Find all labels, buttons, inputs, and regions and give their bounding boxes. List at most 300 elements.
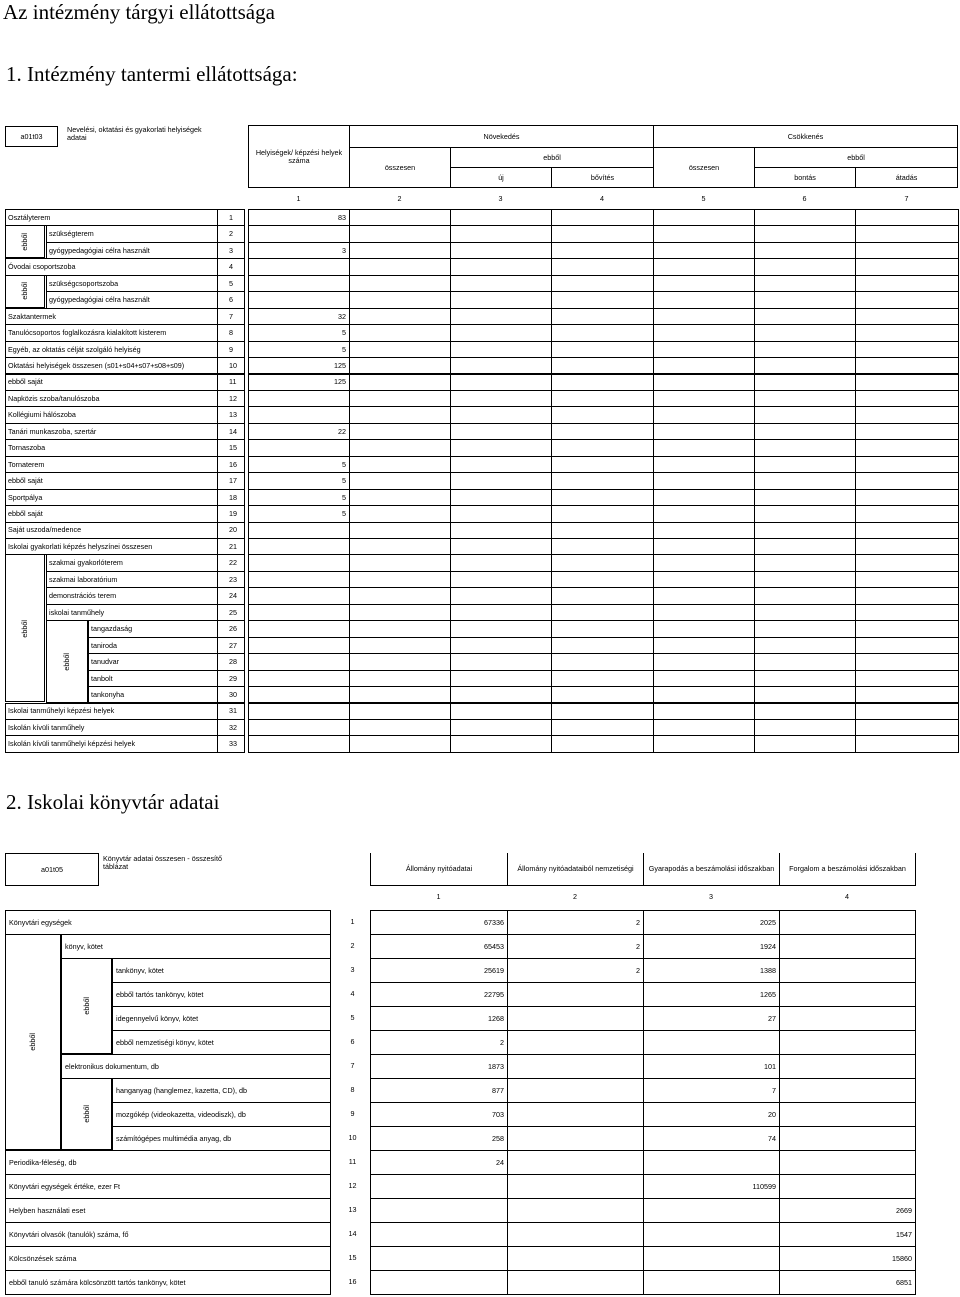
ebbol-text: ebből (20, 619, 30, 638)
data-cell (779, 1030, 916, 1055)
section2-form-title: Könyvtár adatai összesen - összesítő táblázat (103, 854, 223, 871)
data-cell (349, 275, 451, 292)
data-cell (349, 357, 451, 374)
data-cell (349, 604, 451, 621)
row-number: 32 (217, 719, 245, 736)
ebbol-text: ebből (20, 233, 30, 251)
data-cell (507, 1006, 644, 1031)
data-cell (349, 209, 451, 226)
data-cell (653, 242, 755, 259)
data-cell (349, 637, 451, 654)
data-cell (349, 620, 451, 637)
data-cell (551, 291, 654, 308)
data-cell (653, 571, 755, 588)
data-cell (450, 291, 552, 308)
data-cell (551, 341, 654, 358)
data-cell (653, 505, 755, 522)
data-cell (248, 735, 350, 752)
data-cell (754, 637, 856, 654)
row-label: Osztályterem (5, 209, 218, 226)
row-number: 20 (217, 522, 245, 539)
row-number: 6 (350, 1037, 355, 1047)
row-number: 16 (348, 1277, 357, 1287)
col-header-main: Helyiségek/ képzési helyek száma (248, 125, 350, 188)
row-number: 15 (217, 439, 245, 456)
increase-ebbol-header: ebből (450, 147, 654, 168)
data-cell: 22 (248, 423, 350, 440)
row-number: 12 (217, 390, 245, 407)
row-label: szakmai gyakorlóterem (46, 554, 218, 571)
row-number: 5 (217, 275, 245, 292)
section1-code: a01t03 (5, 126, 58, 147)
data-cell (248, 258, 350, 275)
ebbol-text: ebből (28, 1033, 38, 1051)
row-label: Könyvtári olvasók (tanulók) száma, fő (5, 1222, 331, 1247)
data-cell (779, 1126, 916, 1151)
column-number: 6 (802, 194, 807, 203)
data-cell (450, 522, 552, 539)
data-cell (653, 538, 755, 555)
data-cell (754, 505, 856, 522)
row-label: Sportpálya (5, 489, 218, 506)
decrease-ebbol-header: ebből (754, 147, 958, 168)
data-cell: 27 (643, 1006, 780, 1031)
row-label: Szaktantermek (5, 308, 218, 325)
data-cell (507, 1030, 644, 1055)
data-cell (551, 670, 654, 687)
data-cell (349, 406, 451, 423)
data-cell: 32 (248, 308, 350, 325)
data-cell: 2 (507, 958, 644, 983)
data-cell (754, 604, 856, 621)
data-cell (248, 637, 350, 654)
data-cell (653, 374, 755, 391)
data-cell (855, 225, 959, 242)
column-number: 3 (498, 194, 503, 203)
data-cell (855, 703, 959, 720)
data-cell (248, 554, 350, 571)
row-label: tankönyv, kötet (112, 958, 331, 983)
data-cell (653, 719, 755, 736)
data-cell (507, 982, 644, 1007)
data-cell: 83 (248, 209, 350, 226)
data-cell (653, 423, 755, 440)
data-cell (653, 686, 755, 703)
column-header: Gyarapodás a beszámolási időszakban (643, 853, 780, 886)
data-cell (754, 719, 856, 736)
data-cell (643, 1222, 780, 1247)
data-cell: 6851 (779, 1270, 916, 1295)
data-cell (779, 1054, 916, 1079)
data-cell (551, 686, 654, 703)
data-cell: 67336 (370, 910, 508, 935)
data-cell (349, 439, 451, 456)
data-cell (248, 686, 350, 703)
ebbol-group-label (5, 275, 45, 308)
row-label: szakmai laboratórium (46, 571, 218, 588)
data-cell (855, 390, 959, 407)
section1-form-title: Nevelési, oktatási és gyakorlati helyiségek adatai (67, 125, 202, 142)
data-cell (507, 1198, 644, 1223)
data-cell (349, 225, 451, 242)
row-label: gyógypedagógiai célra használt (46, 291, 218, 308)
row-number: 2 (217, 225, 245, 242)
data-cell: 1388 (643, 958, 780, 983)
row-label: Tornaszoba (5, 439, 218, 456)
row-label: szükségcsoportszoba (46, 275, 218, 292)
row-label: Tornaterem (5, 456, 218, 473)
data-cell (450, 472, 552, 489)
data-cell (551, 735, 654, 752)
data-cell (507, 1102, 644, 1127)
data-cell (551, 242, 654, 259)
data-cell (855, 686, 959, 703)
row-number: 24 (217, 587, 245, 604)
row-number: 14 (217, 423, 245, 440)
row-number: 3 (350, 965, 355, 975)
data-cell (754, 275, 856, 292)
data-cell: 3 (248, 242, 350, 259)
data-cell (551, 538, 654, 555)
data-cell (349, 522, 451, 539)
data-cell (551, 637, 654, 654)
data-cell (349, 587, 451, 604)
row-number: 2 (350, 941, 355, 951)
row-label: mozgókép (videokazetta, videodiszk), db (112, 1102, 331, 1127)
data-cell (779, 1102, 916, 1127)
data-cell (855, 374, 959, 391)
data-cell (779, 1006, 916, 1031)
row-label: Oktatási helyiségek összesen (s01+s04+s07+s08+s09) (5, 357, 218, 374)
data-cell (855, 670, 959, 687)
data-cell (450, 670, 552, 687)
data-cell (248, 719, 350, 736)
data-cell (349, 653, 451, 670)
data-cell (450, 571, 552, 588)
data-cell (653, 357, 755, 374)
data-cell (450, 620, 552, 637)
data-cell (855, 406, 959, 423)
data-cell (779, 934, 916, 959)
data-cell (754, 357, 856, 374)
data-cell (754, 686, 856, 703)
data-cell (450, 374, 552, 391)
data-cell (551, 225, 654, 242)
data-cell (855, 653, 959, 670)
data-cell: 65453 (370, 934, 508, 959)
data-cell (370, 1222, 508, 1247)
data-cell (450, 703, 552, 720)
row-number: 26 (217, 620, 245, 637)
data-cell: 5 (248, 472, 350, 489)
data-cell (653, 735, 755, 752)
data-cell (855, 472, 959, 489)
data-cell (248, 670, 350, 687)
data-cell (754, 670, 856, 687)
column-number: 2 (573, 892, 577, 901)
data-cell (507, 1126, 644, 1151)
data-cell (653, 703, 755, 720)
row-number: 25 (217, 604, 245, 621)
row-label: ebből tartós tankönyv, kötet (112, 982, 331, 1007)
data-cell (551, 554, 654, 571)
data-cell: 5 (248, 489, 350, 506)
ebbol-text: ebből (62, 652, 72, 671)
row-label: ebből saját (5, 472, 218, 489)
column-header: Forgalom a beszámolási időszakban (779, 853, 916, 886)
data-cell (349, 571, 451, 588)
section2-heading: 2. Iskolai könyvtár adatai (6, 790, 220, 814)
data-cell (248, 406, 350, 423)
data-cell (248, 275, 350, 292)
data-cell (450, 456, 552, 473)
data-cell: 24 (370, 1150, 508, 1175)
data-cell (450, 439, 552, 456)
data-cell (450, 637, 552, 654)
row-label: Periodika-féleség, db (5, 1150, 331, 1175)
data-cell (349, 489, 451, 506)
data-cell (754, 209, 856, 226)
data-cell (349, 538, 451, 555)
data-cell (349, 324, 451, 341)
ebbol-text: ebből (81, 1105, 91, 1123)
data-cell (779, 1174, 916, 1199)
data-cell (653, 554, 755, 571)
data-cell (754, 291, 856, 308)
row-number: 30 (217, 686, 245, 703)
row-number: 12 (348, 1181, 357, 1191)
row-label: Kölcsönzések száma (5, 1246, 331, 1271)
data-cell (507, 1078, 644, 1103)
row-label: ebből saját (5, 374, 218, 391)
data-cell (450, 604, 552, 621)
data-cell: 877 (370, 1078, 508, 1103)
data-cell (551, 456, 654, 473)
row-label: idegennyelvű könyv, kötet (112, 1006, 331, 1031)
data-cell (551, 439, 654, 456)
data-cell (643, 1198, 780, 1223)
data-cell (754, 456, 856, 473)
data-cell (653, 522, 755, 539)
data-cell (855, 637, 959, 654)
handover-header: átadás (855, 167, 958, 188)
data-cell (248, 225, 350, 242)
row-number: 6 (217, 291, 245, 308)
data-cell: 2 (507, 910, 644, 935)
data-cell (551, 587, 654, 604)
row-number: 31 (217, 703, 245, 720)
data-cell: 20 (643, 1102, 780, 1127)
data-cell (754, 406, 856, 423)
data-cell (551, 489, 654, 506)
row-label: Iskolai gyakorlati képzés helyszínei összesen (5, 538, 218, 555)
data-cell (450, 209, 552, 226)
data-cell (855, 489, 959, 506)
data-cell (855, 439, 959, 456)
data-cell (551, 719, 654, 736)
ebbol-group-label (46, 620, 88, 702)
data-cell (855, 538, 959, 555)
data-cell (450, 423, 552, 440)
data-cell (450, 686, 552, 703)
data-cell: 7 (643, 1078, 780, 1103)
data-cell (653, 604, 755, 621)
data-cell (855, 620, 959, 637)
data-cell: 125 (248, 357, 350, 374)
row-label: könyv, kötet (61, 934, 331, 959)
data-cell (450, 538, 552, 555)
data-cell: 22795 (370, 982, 508, 1007)
data-cell (855, 571, 959, 588)
column-header: Állomány nyitóadatai (370, 853, 508, 886)
data-cell (653, 225, 755, 242)
row-label: ebből nemzetiségi könyv, kötet (112, 1030, 331, 1055)
demolition-header: bontás (754, 167, 856, 188)
data-cell (551, 258, 654, 275)
data-cell: 101 (643, 1054, 780, 1079)
data-cell: 5 (248, 505, 350, 522)
data-cell (754, 735, 856, 752)
data-cell (349, 258, 451, 275)
data-cell (653, 390, 755, 407)
row-label: ebből tanuló számára kölcsönzött tartós tankönyv, kötet (5, 1270, 331, 1295)
data-cell (855, 505, 959, 522)
row-label: elektronikus dokumentum, db (61, 1054, 331, 1079)
data-cell: 1924 (643, 934, 780, 959)
row-label: Könyvtári egységek (5, 910, 331, 935)
data-cell: 2 (507, 934, 644, 959)
row-number: 22 (217, 554, 245, 571)
row-label: Kollégiumi hálószoba (5, 406, 218, 423)
data-cell (653, 670, 755, 687)
data-cell (450, 324, 552, 341)
data-cell (349, 291, 451, 308)
data-cell (551, 275, 654, 292)
row-number: 8 (350, 1085, 355, 1095)
data-cell: 1547 (779, 1222, 916, 1247)
row-label: Helyben használati eset (5, 1198, 331, 1223)
data-cell (754, 653, 856, 670)
data-cell (754, 522, 856, 539)
data-cell (349, 390, 451, 407)
data-cell (855, 456, 959, 473)
page-title: Az intézmény tárgyi ellátottsága (3, 0, 275, 24)
row-number: 15 (348, 1253, 357, 1263)
row-label: tangazdaság (88, 620, 218, 637)
data-cell (551, 522, 654, 539)
row-number: 1 (350, 917, 355, 927)
data-cell (653, 439, 755, 456)
row-label: Iskolán kívüli tanműhelyi képzési helyek (5, 735, 218, 752)
row-number: 3 (217, 242, 245, 259)
data-cell (855, 357, 959, 374)
column-number: 3 (709, 892, 713, 901)
data-cell (248, 390, 350, 407)
column-number: 7 (904, 194, 909, 203)
data-cell (855, 604, 959, 621)
data-cell (653, 653, 755, 670)
data-cell (754, 489, 856, 506)
data-cell (855, 275, 959, 292)
row-number: 8 (217, 324, 245, 341)
row-label: szükségterem (46, 225, 218, 242)
data-cell (653, 275, 755, 292)
data-cell (349, 719, 451, 736)
data-cell (248, 439, 350, 456)
row-label: Iskolai tanműhelyi képzési helyek (5, 703, 218, 720)
data-cell (349, 686, 451, 703)
data-cell (450, 489, 552, 506)
data-cell (754, 374, 856, 391)
data-cell (349, 505, 451, 522)
data-cell (450, 225, 552, 242)
data-cell: 703 (370, 1102, 508, 1127)
data-cell (551, 357, 654, 374)
ebbol-group-label (5, 225, 45, 258)
data-cell (779, 982, 916, 1007)
data-cell (450, 406, 552, 423)
section2-code: a01t05 (5, 853, 99, 886)
row-label: tankonyha (88, 686, 218, 703)
data-cell (551, 620, 654, 637)
ebbol-text: ebből (20, 282, 30, 301)
data-cell (551, 390, 654, 407)
ebbol-group-label (61, 958, 112, 1054)
data-cell: 1873 (370, 1054, 508, 1079)
row-label: Egyéb, az oktatás célját szolgáló helyiség (5, 341, 218, 358)
data-cell: 1268 (370, 1006, 508, 1031)
data-cell (349, 423, 451, 440)
data-cell (507, 1246, 644, 1271)
data-cell (450, 275, 552, 292)
data-cell (653, 308, 755, 325)
data-cell: 5 (248, 324, 350, 341)
row-number: 29 (217, 670, 245, 687)
column-number: 4 (600, 194, 604, 203)
data-cell (754, 423, 856, 440)
row-number: 9 (217, 341, 245, 358)
data-cell (507, 1054, 644, 1079)
row-number: 13 (217, 406, 245, 423)
data-cell: 5 (248, 341, 350, 358)
data-cell (754, 554, 856, 571)
row-label: Napközis szoba/tanulószoba (5, 390, 218, 407)
row-number: 11 (348, 1157, 357, 1167)
data-cell (551, 374, 654, 391)
data-cell (551, 505, 654, 522)
row-number: 10 (217, 357, 245, 374)
data-cell (507, 1150, 644, 1175)
data-cell (855, 554, 959, 571)
ebbol-text: ebből (81, 997, 91, 1015)
row-number: 27 (217, 637, 245, 654)
data-cell (754, 472, 856, 489)
data-cell (855, 735, 959, 752)
data-cell (248, 587, 350, 604)
data-cell (507, 1222, 644, 1247)
data-cell (349, 308, 451, 325)
data-cell (855, 423, 959, 440)
data-cell (855, 341, 959, 358)
row-number: 21 (217, 538, 245, 555)
data-cell (551, 703, 654, 720)
data-cell: 1265 (643, 982, 780, 1007)
data-cell (855, 324, 959, 341)
row-number: 33 (217, 735, 245, 752)
data-cell (855, 719, 959, 736)
section1-heading: 1. Intézmény tantermi ellátottsága: (6, 62, 298, 86)
row-number: 1 (217, 209, 245, 226)
